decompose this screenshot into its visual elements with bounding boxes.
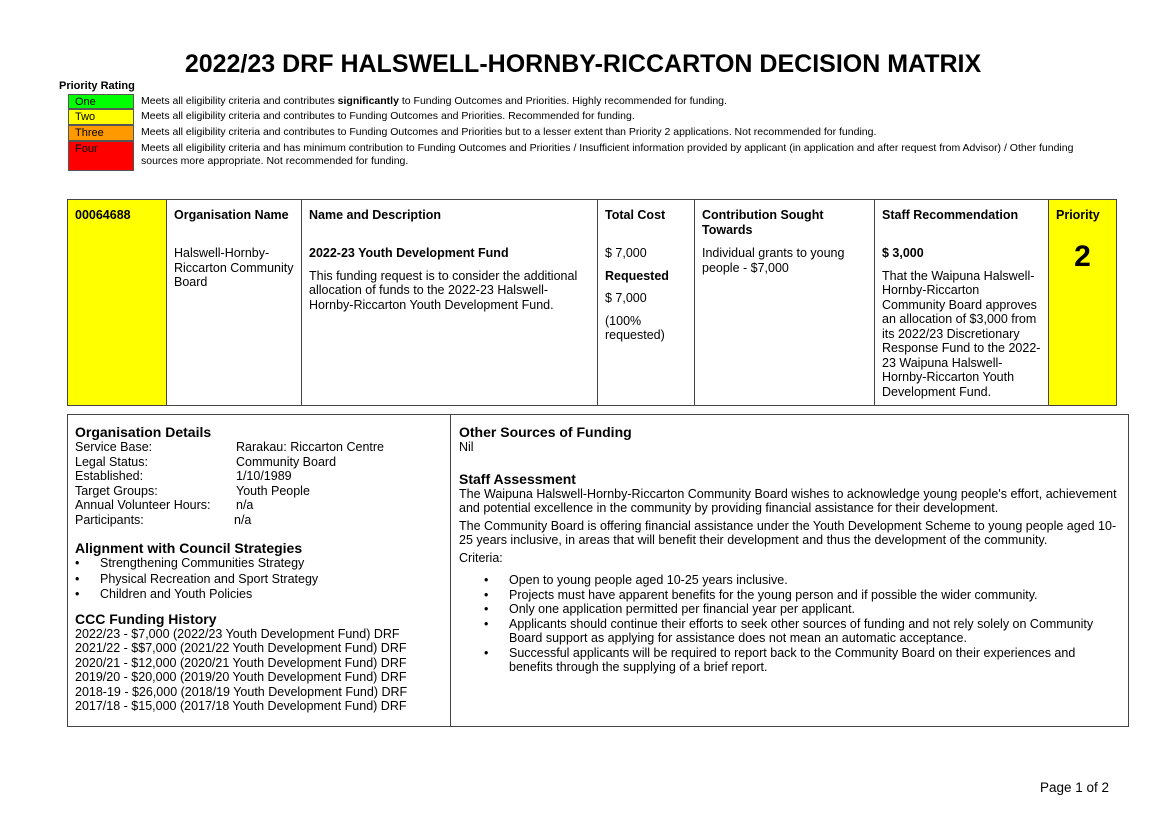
alignment-heading: Alignment with Council Strategies	[75, 540, 303, 556]
detail-row: Service Base: Rarakau: Riccarton Centre	[75, 440, 384, 454]
staff-recommendation-text: That the Waipuna Halswell-Hornby-Riccarton Community Board approves an allocation of $3,000 from its 2022/23 Discretionary Response Fund to the 2022-23 Waipuna Halswell-Hornby-Riccarton Youth Development Fund.	[882, 268, 1041, 399]
priority-four-row	[68, 141, 1128, 171]
list-item: • Only one application permitted per financial year per applicant.	[484, 602, 1121, 617]
priority-two-swatch: Two	[68, 109, 134, 125]
priority-value: 2	[1074, 240, 1091, 273]
detail-row: Established: 1/10/1989	[75, 469, 292, 483]
application-id-cell	[68, 200, 167, 405]
priority-rating-label: Priority Rating	[59, 80, 135, 92]
organisation-header: Organisation Name	[174, 208, 289, 222]
total-cost-cell	[598, 200, 695, 405]
priority-three-row	[68, 125, 1128, 141]
list-item: 2018-19 - $26,000 (2018/19 Youth Development Fund) DRF	[75, 684, 408, 699]
priority-one-row	[68, 94, 1128, 109]
project-name: 2022-23 Youth Development Fund	[309, 246, 509, 260]
list-item: • Strengthening Communities Strategy	[75, 556, 443, 572]
list-item: 2019/20 - $20,000 (2019/20 Youth Development Fund) DRF	[75, 670, 407, 684]
priority-three-text: Meets all eligibility criteria and contributes to Funding Outcomes and Priorities but to a lesser extent than Priority 2 applications. Not recommended for funding.	[141, 126, 877, 138]
list-item: • Applicants should continue their efforts to seek other sources of funding and not rely solely on Community Board support as applying for assistance does not mean an automatic acceptance.	[484, 617, 1121, 646]
priority-four-swatch: Four	[68, 141, 134, 171]
organisation-details-heading: Organisation Details	[75, 424, 212, 440]
detail-row: Annual Volunteer Hours: n/a	[75, 498, 254, 512]
contribution-cell	[695, 200, 875, 405]
decision-matrix-table	[67, 199, 1117, 406]
detail-row: Legal Status: Community Board	[75, 454, 337, 469]
priority-cell	[1049, 200, 1116, 405]
detail-row: Target Groups: Youth People	[75, 483, 310, 498]
page-number: Page 1 of 2	[1039, 780, 1109, 795]
list-item: • Projects must have apparent benefits for the young person and if possible the wider community.	[484, 588, 1121, 603]
application-id: 00064688	[75, 208, 131, 222]
priority-three-swatch: Three	[68, 125, 134, 141]
contribution-header: Contribution Sought Towards	[702, 208, 824, 237]
staff-assessment-paragraph: The Community Board is offering financial assistance under the Youth Development Scheme to young people aged 10-25 years inclusive, in areas that will benefit their development and thus the development of the community.	[459, 518, 1117, 547]
requested-label: Requested	[605, 268, 669, 283]
list-item: • Children and Youth Policies	[75, 587, 443, 603]
other-sources-heading: Other Sources of Funding	[459, 424, 632, 440]
criteria-label: Criteria:	[459, 550, 503, 565]
details-table	[67, 414, 1129, 727]
priority-two-text: Meets all eligibility criteria and contributes to Funding Outcomes and Priorities. Recommended for funding.	[141, 110, 635, 122]
requested-percent: (100% requested)	[605, 313, 665, 342]
total-cost-header: Total Cost	[605, 208, 666, 222]
other-sources-text: Nil	[459, 440, 474, 454]
list-item: 2021/22 - $$7,000 (2021/22 Youth Development Fund) DRF	[75, 641, 407, 655]
list-item: • Physical Recreation and Sport Strategy	[75, 572, 443, 588]
project-description: This funding request is to consider the additional allocation of funds to the 2022-23 Halswell-Hornby-Riccarton Youth Development Fund.	[309, 268, 578, 312]
staff-recommendation-amount: $ 3,000	[882, 246, 924, 260]
priority-one-swatch: One	[68, 94, 134, 109]
requested-amount: $ 7,000	[605, 291, 647, 305]
name-description-header: Name and Description	[309, 208, 441, 222]
list-item: 2022/23 - $7,000 (2022/23 Youth Development Fund) DRF	[75, 626, 400, 641]
priority-four-text: Meets all eligibility criteria and has minimum contribution to Funding Outcomes and Priorities / Insufficient information provided by applicant (in application and after request from Advisor) / Other funding sources more appropriate. Not recommended for funding.	[141, 142, 1074, 167]
organisation-name: Halswell-Hornby-Riccarton Community Board	[174, 246, 294, 289]
list-item: • Successful applicants will be required to report back to the Community Board on their experiences and benefits through the supplying of a brief report.	[484, 646, 1121, 675]
priority-header: Priority	[1056, 208, 1100, 222]
alignment-list	[75, 556, 443, 603]
total-cost-value: $ 7,000	[605, 246, 647, 260]
left-column	[68, 415, 451, 726]
priority-two-row	[68, 109, 1128, 125]
priority-one-text: Meets all eligibility criteria and contributes significantly to Funding Outcomes and Priorities. Highly recommended for funding.	[141, 95, 727, 107]
name-description-cell	[302, 200, 598, 405]
staff-assessment-paragraph: The Waipuna Halswell-Hornby-Riccarton Community Board wishes to acknowledge young people's effort, achievement and potential excellence in the community by providing financial assistance for their development.	[459, 486, 1117, 515]
staff-recommendation-header: Staff Recommendation	[882, 208, 1019, 222]
contribution-text: Individual grants to young people - $7,000	[702, 246, 845, 275]
criteria-list	[484, 573, 1121, 675]
staff-recommendation-cell	[875, 200, 1049, 405]
staff-assessment-heading: Staff Assessment	[459, 470, 576, 487]
detail-row: Participants: n/a	[75, 512, 252, 527]
list-item: 2017/18 - $15,000 (2017/18 Youth Development Fund) DRF	[75, 699, 407, 713]
funding-history-heading: CCC Funding History	[75, 610, 217, 627]
organisation-cell	[167, 200, 302, 405]
list-item: 2020/21 - $12,000 (2020/21 Youth Development Fund) DRF	[75, 655, 407, 670]
right-column	[452, 415, 1128, 726]
page-title: 2022/23 DRF HALSWELL-HORNBY-RICCARTON DECISION MATRIX	[184, 50, 982, 78]
list-item: • Open to young people aged 10-25 years inclusive.	[484, 573, 1121, 588]
